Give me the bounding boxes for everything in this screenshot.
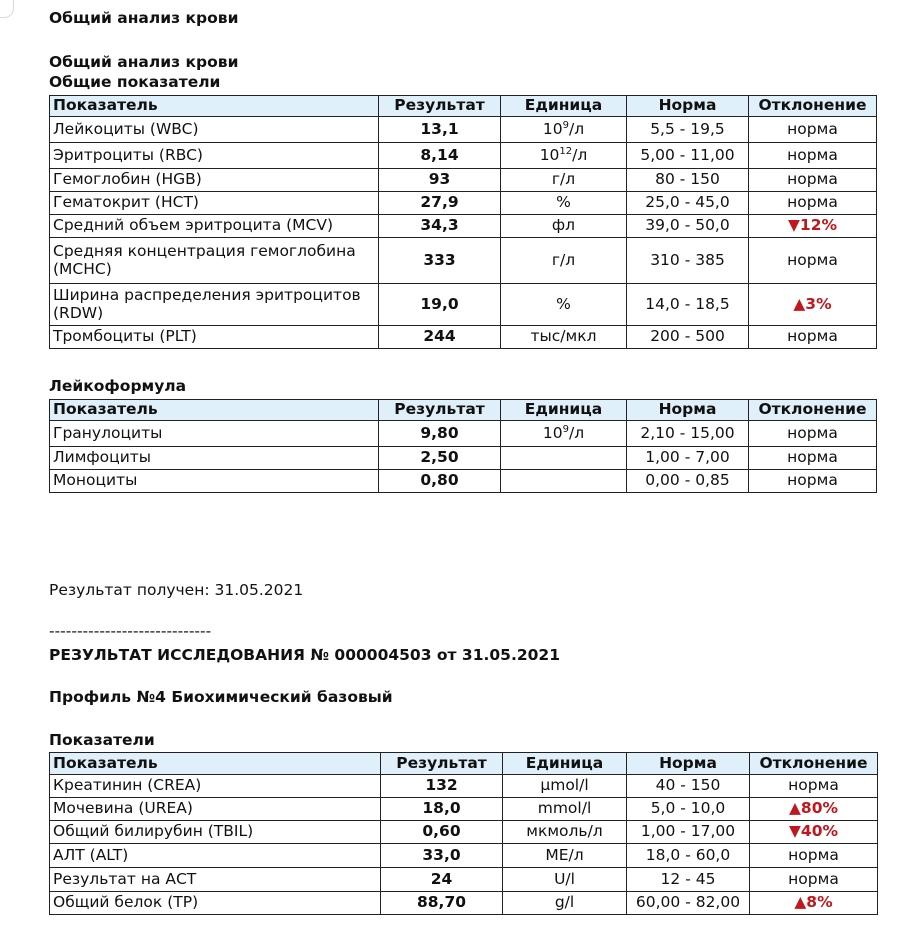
deviation-value: норма — [749, 143, 877, 169]
result-value: 93 — [379, 169, 501, 192]
indicator-name: Гранулоциты — [50, 421, 379, 447]
section-subtitle-general: Общие показатели — [49, 73, 221, 91]
unit-value: U/l — [503, 868, 627, 892]
table-row — [50, 868, 878, 892]
norm-range: 200 - 500 — [627, 326, 749, 349]
deviation-value: норма — [749, 169, 877, 192]
table-row — [50, 215, 877, 238]
table-row — [50, 775, 878, 798]
indicator-name: Результат на АСТ — [50, 868, 381, 892]
result-received-date: Результат получен: 31.05.2021 — [49, 581, 304, 599]
norm-range: 80 - 150 — [627, 169, 749, 192]
norm-range: 1,00 - 7,00 — [627, 447, 749, 470]
indicator-name: Общий белок (TP) — [50, 892, 381, 915]
deviation-value: норма — [749, 470, 877, 493]
indicator-name: Креатинин (CREA) — [50, 775, 381, 798]
unit-value: mmol/l — [503, 798, 627, 821]
separator-line: ----------------------------- — [49, 622, 212, 640]
unit-suffix: /л — [572, 145, 588, 164]
indicator-name: Моноциты — [50, 470, 379, 493]
header-unit: Единица — [501, 96, 627, 117]
header-unit: Единица — [503, 753, 627, 775]
result-value: 0,60 — [381, 821, 503, 844]
header-deviation: Отклонение — [750, 753, 878, 775]
indicator-name: Гемоглобин (HGB) — [50, 169, 379, 192]
unit-value: тыс/мкл — [501, 326, 627, 349]
result-value: 333 — [379, 238, 501, 284]
table-row — [50, 326, 877, 349]
table-row — [50, 470, 877, 493]
norm-range: 0,00 - 0,85 — [627, 470, 749, 493]
result-value: 9,80 — [379, 421, 501, 447]
table-row — [50, 844, 878, 868]
unit-value: МЕ/л — [503, 844, 627, 868]
unit-base: 10 — [539, 145, 560, 164]
table-row — [50, 117, 877, 143]
deviation-value: норма — [750, 868, 878, 892]
result-value: 34,3 — [379, 215, 501, 238]
indicator-name: Ширина распределения эритроцитов (RDW) — [50, 284, 379, 326]
indicator-name: Гематокрит (HCT) — [50, 192, 379, 215]
unit-value — [501, 470, 627, 493]
table-row — [50, 447, 877, 470]
indicator-name: Общий билирубин (TBIL) — [50, 821, 381, 844]
table-row — [50, 284, 877, 326]
header-norm: Норма — [627, 96, 749, 117]
unit-exponent: 12 — [559, 145, 573, 157]
deviation-value: норма — [749, 117, 877, 143]
deviation-value: ▲8% — [750, 892, 878, 915]
unit-value — [501, 117, 627, 143]
norm-range: 18,0 - 60,0 — [627, 844, 750, 868]
indicator-name: Средний объем эритроцита (MCV) — [50, 215, 379, 238]
deviation-value: ▲3% — [749, 284, 877, 326]
result-value: 27,9 — [379, 192, 501, 215]
result-value: 132 — [381, 775, 503, 798]
deviation-value: норма — [750, 844, 878, 868]
unit-value: г/л — [501, 238, 627, 284]
deviation-value: норма — [749, 192, 877, 215]
norm-range: 25,0 - 45,0 — [627, 192, 749, 215]
unit-value — [501, 421, 627, 447]
unit-base: 10 — [542, 119, 563, 138]
indicator-name: Лимфоциты — [50, 447, 379, 470]
result-value: 88,70 — [381, 892, 503, 915]
unit-value: % — [501, 284, 627, 326]
deviation-value: ▼12% — [749, 215, 877, 238]
deviation-value: норма — [750, 775, 878, 798]
leukoformula-table — [49, 399, 877, 493]
header-norm: Норма — [627, 400, 749, 421]
norm-range: 60,00 - 82,00 — [627, 892, 750, 915]
table-row — [50, 421, 877, 447]
norm-range: 12 - 45 — [627, 868, 750, 892]
table-row — [50, 143, 877, 169]
norm-range: 5,0 - 10,0 — [627, 798, 750, 821]
header-deviation: Отклонение — [749, 400, 877, 421]
result-value: 0,80 — [379, 470, 501, 493]
result-value: 19,0 — [379, 284, 501, 326]
unit-value: µmol/l — [503, 775, 627, 798]
unit-value: % — [501, 192, 627, 215]
deviation-value: ▼40% — [750, 821, 878, 844]
indicator-name: Мочевина (UREA) — [50, 798, 381, 821]
section-title-leukoformula: Лейкоформула — [49, 377, 187, 395]
result-value: 8,14 — [379, 143, 501, 169]
indicator-name: Эритроциты (RBC) — [50, 143, 379, 169]
result-value: 13,1 — [379, 117, 501, 143]
header-result: Результат — [381, 753, 503, 775]
deviation-value: норма — [749, 238, 877, 284]
unit-suffix: /л — [568, 119, 585, 138]
unit-value — [501, 143, 627, 169]
unit-value: мкмоль/л — [503, 821, 627, 844]
table-row — [50, 821, 878, 844]
indicator-name: АЛТ (ALT) — [50, 844, 381, 868]
norm-range: 40 - 150 — [627, 775, 750, 798]
norm-range: 2,10 - 15,00 — [627, 421, 749, 447]
unit-suffix: /л — [568, 423, 585, 442]
unit-exponent: 9 — [562, 119, 569, 131]
result-value: 2,50 — [379, 447, 501, 470]
profile-title: Профиль №4 Биохимический базовый — [49, 688, 393, 706]
header-deviation: Отклонение — [749, 96, 877, 117]
study-title: РЕЗУЛЬТАТ ИССЛЕДОВАНИЯ № 000004503 от 31.05.2021 — [49, 646, 560, 664]
table-row — [50, 169, 877, 192]
deviation-value: норма — [749, 447, 877, 470]
deviation-value: норма — [749, 326, 877, 349]
deviation-value: ▲80% — [750, 798, 878, 821]
general-indicators-table — [49, 95, 877, 349]
norm-range: 39,0 - 50,0 — [627, 215, 749, 238]
norm-range: 5,00 - 11,00 — [627, 143, 749, 169]
norm-range: 14,0 - 18,5 — [627, 284, 749, 326]
header-indicator: Показатель — [50, 753, 381, 775]
table-row — [50, 892, 878, 915]
header-result: Результат — [379, 96, 501, 117]
norm-range: 310 - 385 — [627, 238, 749, 284]
page-corner — [0, 0, 14, 18]
unit-value — [501, 447, 627, 470]
biochemistry-table — [49, 752, 878, 915]
header-indicator: Показатель — [50, 96, 379, 117]
table-row — [50, 192, 877, 215]
table-row — [50, 238, 877, 284]
unit-value: г/л — [501, 169, 627, 192]
section-title-indicators: Показатели — [49, 731, 155, 749]
indicator-name: Тромбоциты (PLT) — [50, 326, 379, 349]
indicator-name: Лейкоциты (WBC) — [50, 117, 379, 143]
header-result: Результат — [379, 400, 501, 421]
norm-range: 1,00 - 17,00 — [627, 821, 750, 844]
result-value: 24 — [381, 868, 503, 892]
table-row — [50, 798, 878, 821]
result-value: 33,0 — [381, 844, 503, 868]
unit-value: g/l — [503, 892, 627, 915]
section-title-cbc: Общий анализ крови — [49, 53, 239, 71]
unit-exponent: 9 — [562, 423, 569, 435]
result-value: 18,0 — [381, 798, 503, 821]
header-indicator: Показатель — [50, 400, 379, 421]
header-unit: Единица — [501, 400, 627, 421]
unit-value: фл — [501, 215, 627, 238]
header-norm: Норма — [627, 753, 750, 775]
norm-range: 5,5 - 19,5 — [627, 117, 749, 143]
unit-base: 10 — [542, 423, 563, 442]
indicator-name: Средняя концентрация гемоглобина (MCHC) — [50, 238, 379, 284]
deviation-value: норма — [749, 421, 877, 447]
result-value: 244 — [379, 326, 501, 349]
document-title: Общий анализ крови — [49, 9, 239, 27]
